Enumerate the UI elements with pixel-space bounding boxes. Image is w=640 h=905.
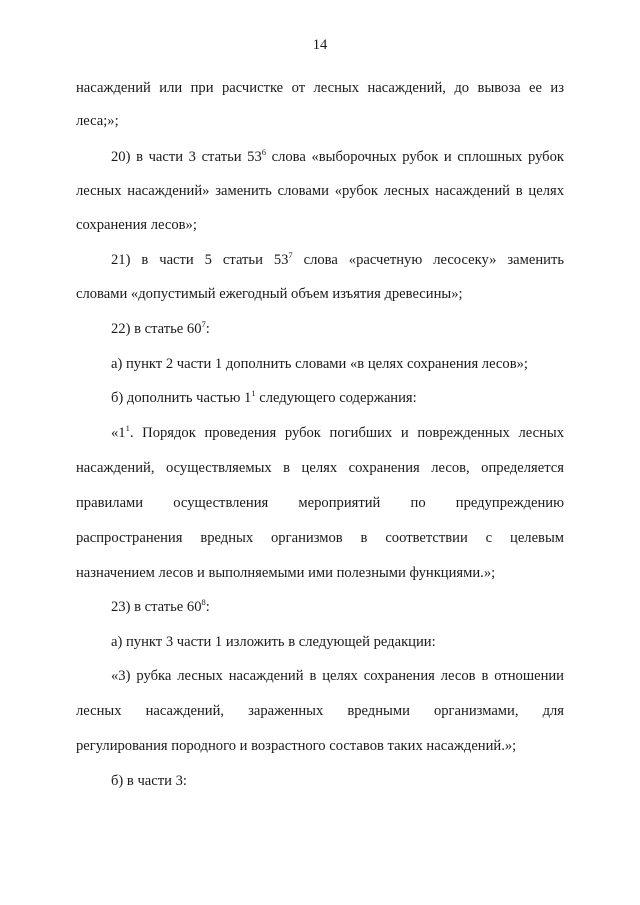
text-line: насаждений или при расчистке от лесных насаждений, до вывоза ее из [76,80,564,96]
text-line: б) в части 3: [111,773,187,789]
text-line: назначением лесов и выполняемыми ими полезными функциями.»; [76,565,496,581]
text-fragment: б) дополнить частью 1 [111,390,252,406]
text-fragment: 21) в части 5 статьи 53 [111,252,289,268]
text-line: правилами осуществления мероприятий по предупреждению [76,495,564,511]
text-line: леса;»; [76,113,119,129]
text-fragment: : [205,321,210,337]
text-line: насаждений, осуществляемых в целях сохранения лесов, определяется [76,460,564,476]
text-fragment: 22) в статье 60 [111,321,202,337]
text-line: сохранения лесов»; [76,217,197,233]
text-line: лесных насаждений» заменить словами «рубок лесных насаждений в целях [76,183,564,199]
text-line: словами «допустимый ежегодный объем изъятия древесины»; [76,286,463,302]
superscript: 8 [201,597,206,607]
text-fragment: слова «расчетную лесосеку» заменить [292,252,564,268]
page-number: 14 [312,37,328,53]
text-fragment: 20) в части 3 статьи 53 [111,149,262,165]
text-fragment: : [205,599,210,615]
text-line [111,423,564,443]
text-line [111,597,564,617]
text-line: регулирования породного и возрастного составов таких насаждений.»; [76,738,517,754]
superscript: 7 [201,319,206,329]
text-fragment: . Порядок проведения рубок погибших и поврежденных лесных [129,425,564,441]
text-line [111,388,564,408]
text-line: распространения вредных организмов в соответствии с целевым [76,530,564,546]
text-fragment: слова «выборочных рубок и сплошных рубок [266,149,564,165]
text-line [111,147,564,167]
text-line [111,250,564,270]
text-line: лесных насаждений, зараженных вредными организмами, для [76,703,564,719]
text-line [111,319,564,339]
text-fragment: «1 [111,425,126,441]
superscript: 6 [261,147,267,157]
text-line: а) пункт 2 части 1 дополнить словами «в целях сохранения лесов»; [111,356,528,372]
superscript: 7 [288,250,293,260]
text-line: а) пункт 3 части 1 изложить в следующей редакции: [111,634,436,650]
text-fragment: 23) в статье 60 [111,599,202,615]
text-fragment: следующего содержания: [255,390,417,406]
superscript: 1 [125,423,130,433]
superscript: 1 [251,388,256,398]
text-line: «3) рубка лесных насаждений в целях сохранения лесов в отношении [111,668,564,684]
